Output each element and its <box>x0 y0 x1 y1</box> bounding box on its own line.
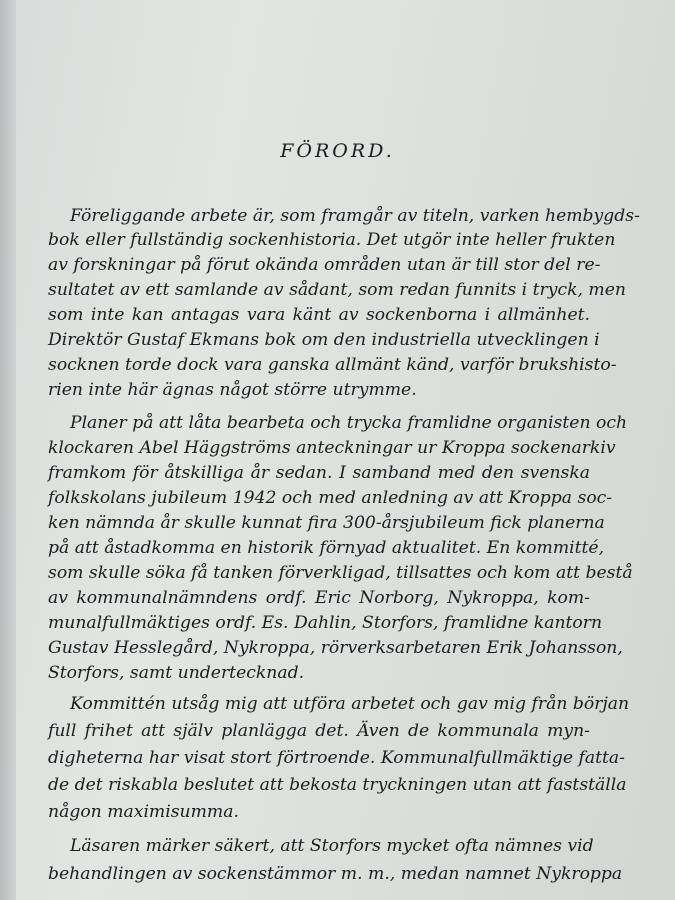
paragraph-2-line-4: folkskolans jubileum 1942 och med anledning av att Kroppa soc- <box>48 488 613 508</box>
paragraph-2-line-8: av kommunalnämndens ordf. Eric Norborg, Nykroppa, kom- <box>48 588 590 608</box>
paragraph-3-line-4: de det riskabla beslutet att bekosta tryckningen utan att fastställa <box>48 775 627 795</box>
paragraph-3-line-1: Kommittén utsåg mig att utföra arbetet och gav mig från början <box>70 694 630 714</box>
paragraph-1-line-7: socknen torde dock vara ganska allmänt känd, varför brukshisto- <box>48 355 617 375</box>
paragraph-1-line-1: Föreliggande arbete är, som framgår av titeln, varken hembygds- <box>70 206 640 226</box>
paragraph-2-line-7: som skulle söka få tanken förverkligad, tillsattes och kom att bestå <box>48 563 633 583</box>
paragraph-2-line-6: på att åstadkomma en historik förnyad aktualitet. En kommitté, <box>48 538 605 558</box>
paragraph-4-line-1: Läsaren märker säkert, att Storfors mycket ofta nämnes vid <box>70 836 594 856</box>
paragraph-2-line-3: framkom för åtskilliga år sedan. I samband med den svenska <box>48 463 590 483</box>
paragraph-2-line-2: klockaren Abel Häggströms anteckningar ur Kroppa sockenarkiv <box>48 438 616 458</box>
paragraph-4-line-2: behandlingen av sockenstämmor m. m., medan namnet Nykroppa <box>48 864 623 884</box>
paragraph-1-line-4: sultatet av ett samlande av sådant, som redan funnits i tryck, men <box>48 280 626 300</box>
page-edge <box>0 0 16 900</box>
paragraph-2-line-1: Planer på att låta bearbeta och trycka framlidne organisten och <box>70 413 628 433</box>
paragraph-1-line-6: Direktör Gustaf Ekmans bok om den industriella utvecklingen i <box>48 330 600 350</box>
paragraph-1-line-5: som inte kan antagas vara känt av sockenborna i allmänhet. <box>48 305 590 325</box>
paragraph-2-line-11: Storfors, samt undertecknad. <box>48 663 305 683</box>
paragraph-3-line-3: digheterna har visat stort förtroende. Kommunalfullmäktige fatta- <box>48 748 625 768</box>
paragraph-3-line-5: någon maximisumma. <box>48 802 239 822</box>
paragraph-2-line-9: munalfullmäktiges ordf. Es. Dahlin, Storfors, framlidne kantorn <box>48 613 603 633</box>
paragraph-2-line-5: ken nämnda år skulle kunnat fira 300-årsjubileum fick planerna <box>48 513 605 533</box>
page-title: FÖRORD. <box>280 140 395 162</box>
paragraph-3-line-2: full frihet att själv planlägga det. Även de kommunala myn- <box>48 721 590 741</box>
paragraph-1-line-8: rien inte här ägnas något större utrymme. <box>48 380 417 400</box>
paragraph-2-line-10: Gustav Hesslegård, Nykroppa, rörverksarbetaren Erik Johansson, <box>48 638 623 658</box>
paragraph-1-line-3: av forskningar på förut okända områden utan är till stor del re- <box>48 255 601 275</box>
paragraph-1-line-2: bok eller fullständig sockenhistoria. Det utgör inte heller frukten <box>48 230 616 250</box>
